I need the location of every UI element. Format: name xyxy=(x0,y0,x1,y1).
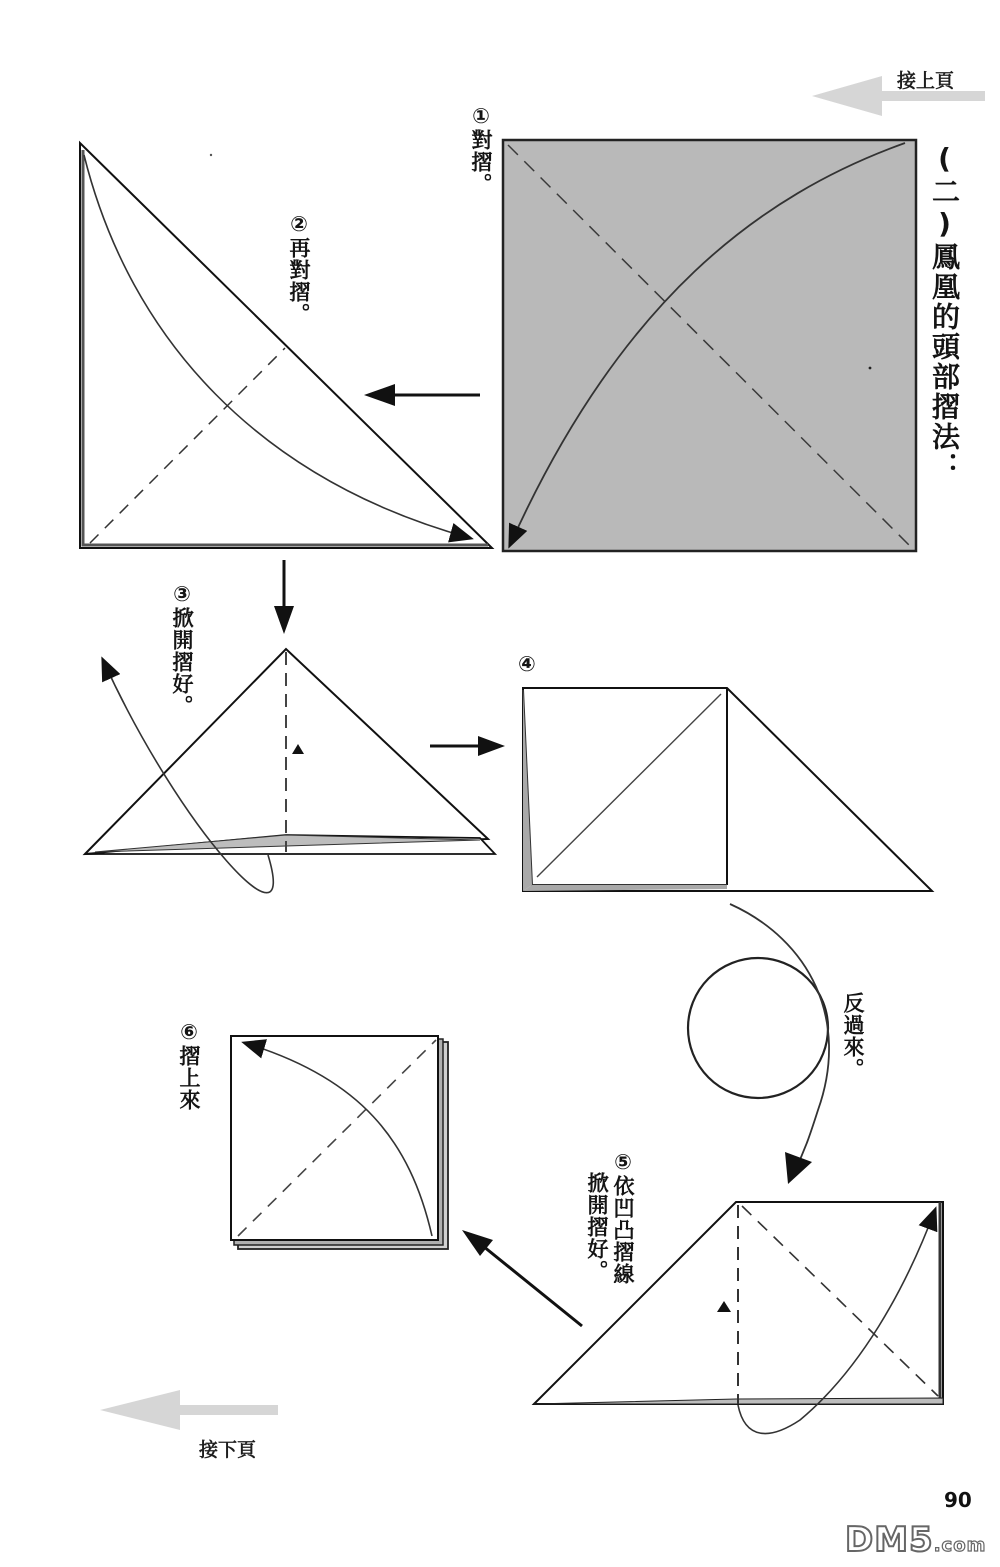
step2-triangle-diagram xyxy=(80,143,492,548)
step-3-text: 掀開摺好。 xyxy=(170,607,194,717)
step4-diagram xyxy=(523,688,932,891)
step6-square-diagram xyxy=(231,1036,448,1249)
step3-triangle-diagram xyxy=(85,649,495,893)
arrow-right-icon xyxy=(430,736,505,756)
page-number: 90 xyxy=(944,1488,972,1512)
step-3-number: ③ xyxy=(170,582,194,607)
step-6-text: 摺上來 xyxy=(177,1045,201,1111)
next-page-arrow-icon xyxy=(100,1390,278,1430)
flip-over-label: 反過來。 xyxy=(841,992,865,1080)
arrow-left-icon xyxy=(364,384,480,406)
step-2-label xyxy=(288,212,309,325)
step-4-number: ④ xyxy=(518,652,536,676)
step-2-number: ② xyxy=(287,212,311,237)
step-1-label xyxy=(470,104,491,195)
step-5-label xyxy=(612,1150,633,1285)
watermark-main: DM5 xyxy=(845,1520,934,1560)
arrow-up-left-icon xyxy=(462,1230,582,1326)
watermark-suffix: .com xyxy=(933,1535,987,1556)
step-1-text: 對摺。 xyxy=(469,129,493,195)
step-4-label xyxy=(518,652,536,676)
step-5-text: 依凹凸摺線 xyxy=(611,1175,635,1285)
step-5-number: ⑤ xyxy=(611,1150,635,1175)
step-6-label xyxy=(178,1020,199,1111)
step-5-text-line2: 掀開摺好。 xyxy=(585,1172,609,1282)
page-title: (二)鳳凰的頭部摺法： xyxy=(928,142,961,482)
step-2-text: 再對摺。 xyxy=(287,237,311,325)
prev-page-label: 接上頁 xyxy=(897,70,955,92)
flip-over-symbol xyxy=(688,904,829,1184)
step1-square-diagram xyxy=(503,140,916,551)
step-3-label xyxy=(171,582,192,717)
watermark-logo xyxy=(845,1520,986,1560)
arrow-down-icon xyxy=(274,560,294,634)
next-page-label: 接下頁 xyxy=(199,1439,257,1461)
step-1-number: ① xyxy=(469,104,493,129)
step-6-number: ⑥ xyxy=(177,1020,201,1045)
